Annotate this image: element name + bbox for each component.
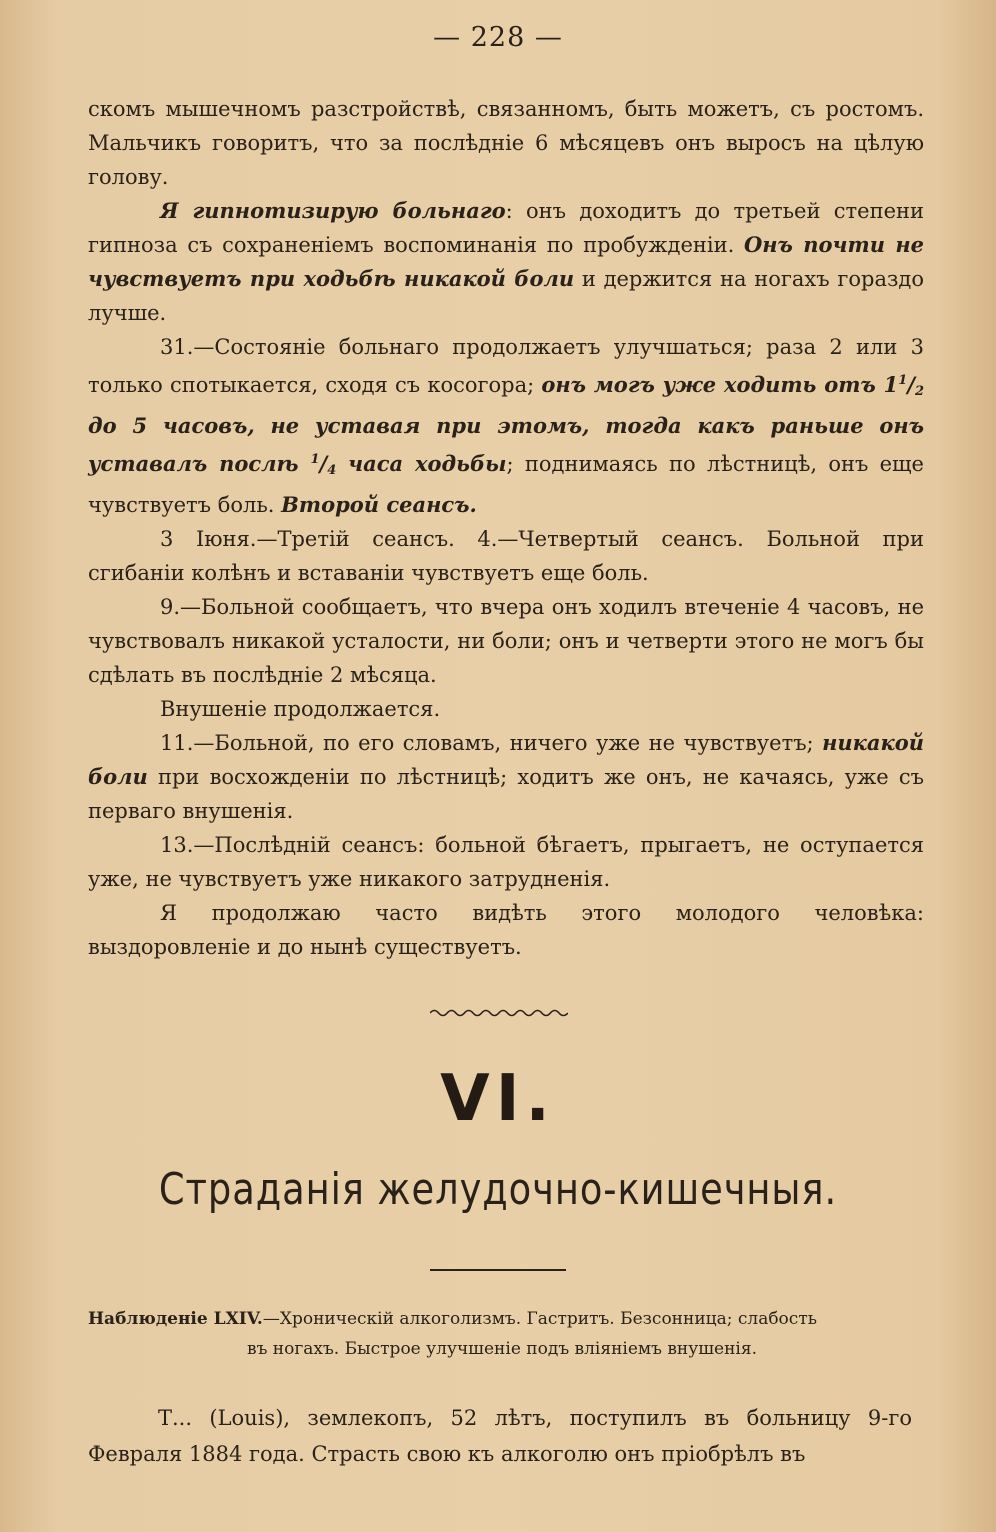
paragraph-7	[88, 726, 924, 828]
tail-paragraph: Т... (Louis), землекопъ, 52 лѣтъ, поступилъ въ больницу 9-го Февраля 1884 года. Страсть свою къ алкоголю онъ пріобрѣлъ въ	[88, 1406, 912, 1466]
text-run: 11.—Больной, по его словамъ, ничего уже не чувствуетъ;	[160, 731, 823, 755]
paragraph-1: скомъ мышечномъ разстройствѣ, связанномъ, быть можетъ, съ ростомъ. Мальчикъ говоритъ, что за послѣдніе 6 мѣсяцевъ онъ выросъ на цѣлую голову.	[88, 97, 924, 189]
italic-text: никакой боли	[88, 730, 924, 789]
text-run: при восхожденіи по лѣстницѣ; ходитъ же онъ, не качаясь, уже съ перваго внушенія.	[88, 765, 924, 823]
paragraph-4: 3 Іюня.—Третій сеансъ. 4.—Четвертый сеансъ. Больной при сгибаніи колѣнъ и вставаніи чувствуетъ еще боль.	[88, 527, 924, 585]
observation-heading	[88, 1304, 916, 1364]
italic-text: Я гипнотизирую больнаго	[160, 198, 506, 223]
observation-label: Наблюденіе LXIV.	[88, 1309, 263, 1329]
fraction-denominator: 4	[327, 463, 337, 478]
fraction-numerator: 1	[310, 452, 320, 467]
italic-text: до 5 часовъ, не уставая при этомъ, тогда какъ раньше онъ уставалъ послѣ	[88, 413, 924, 476]
paragraph-9: Я продолжаю часто видѣть этого молодого человѣка: выздоровленіе и до нынѣ существуетъ.	[88, 901, 924, 959]
chapter-title: Страданія желудочно-кишечныя.	[158, 1164, 838, 1215]
observation-line-2: въ ногахъ. Быстрое улучшеніе подъ вліяніемъ внушенія.	[247, 1339, 757, 1359]
page-number: — 228 —	[433, 22, 563, 53]
italic-text: часа ходьбы	[336, 451, 507, 476]
body-text	[88, 92, 924, 964]
text-run: ; поднимаясь по лѣстницѣ, онъ еще чувствуетъ боль.	[88, 452, 924, 517]
paragraph-2	[88, 194, 924, 330]
wavy-divider	[430, 1006, 568, 1020]
observation-line-1: —Хроническій алкоголизмъ. Гастритъ. Безсонница; слабость	[262, 1309, 817, 1329]
paragraph-5: 9.—Больной сообщаетъ, что вчера онъ ходилъ втеченіе 4 часовъ, не чувствовалъ никакой усталости, ни боли; онъ и четверти этого не могъ бы сдѣлать въ послѣдніе 2 мѣсяца.	[88, 595, 924, 687]
italic-text: Онъ почти не чувствуетъ при ходьбѣ никакой боли	[88, 232, 924, 291]
fraction-numerator: 1	[898, 373, 908, 388]
section-number: VI.	[440, 1062, 556, 1136]
paragraph-8: 13.—Послѣдній сеансъ: больной бѣгаетъ, прыгаетъ, не оступается уже, не чувствуетъ уже никакого затрудненія.	[88, 833, 924, 891]
italic-text: Второй сеансъ.	[281, 492, 477, 517]
fraction-denominator: 2	[914, 384, 924, 399]
italic-text: онъ могъ уже ходить отъ 1	[541, 372, 899, 397]
title-rule	[430, 1269, 566, 1271]
text-run: : онъ доходитъ до третьей степени гипноза съ сохраненіемъ воспоминанія по пробужденіи.	[88, 199, 924, 257]
fraction: $^1/_2$	[898, 372, 924, 399]
tail-text	[88, 1400, 912, 1472]
paragraph-3	[88, 330, 924, 522]
text-run: и держится на ногахъ гораздо лучше.	[88, 267, 924, 325]
text-run: 31.—Состояніе больнаго продолжаетъ улучшаться; раза 2 или 3 только спотыкается, сходя съ косогора;	[88, 335, 924, 397]
fraction: $^1/_4$	[310, 451, 337, 478]
paragraph-6: Внушеніе продолжается.	[160, 697, 441, 721]
